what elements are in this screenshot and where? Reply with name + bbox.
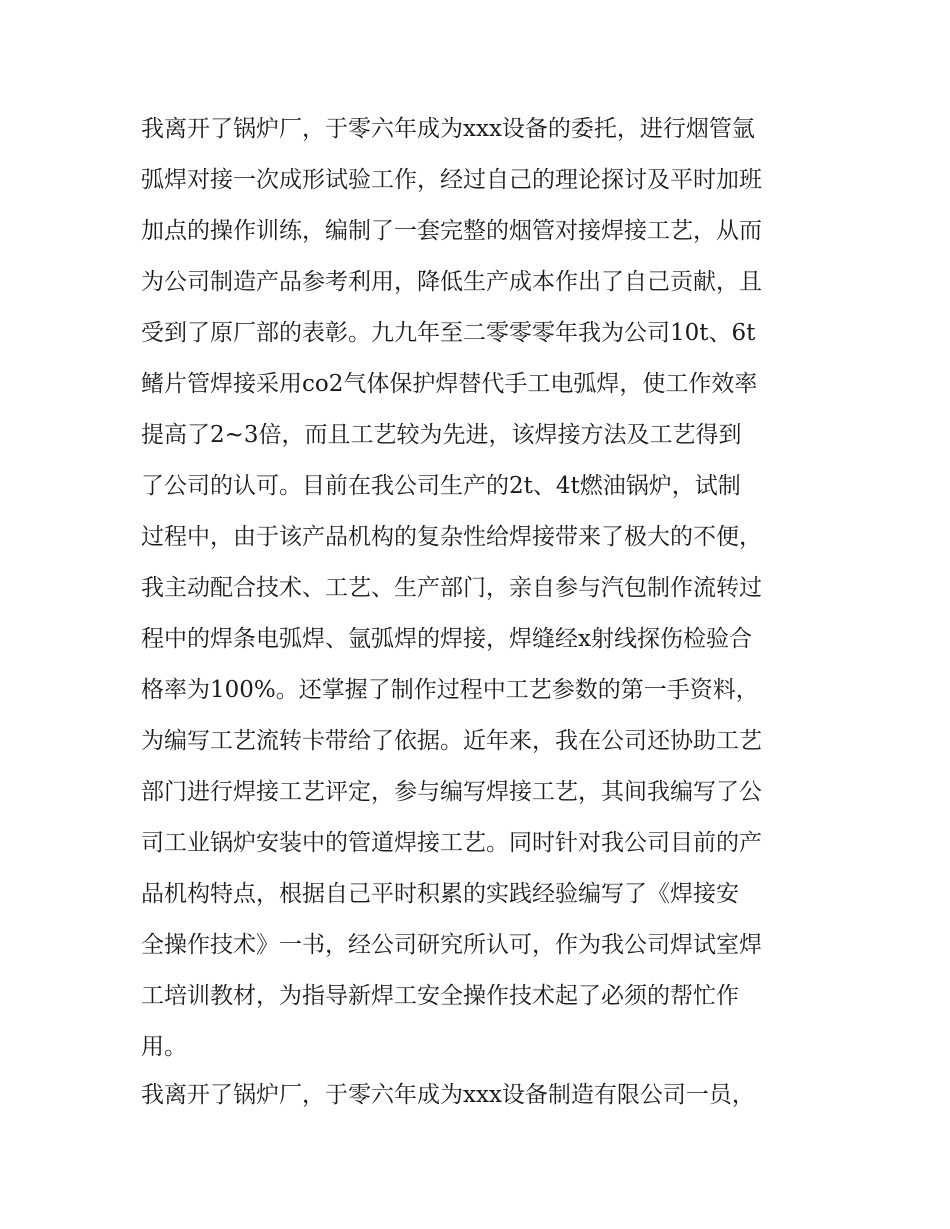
paragraph-line: 工培训教材，为指导新焊工安全操作技术起了必须的帮忙作 — [141, 983, 739, 1009]
paragraph-line: 为编写工艺流转卡带给了依据。近年来，我在公司还协助工艺 — [141, 728, 762, 754]
paragraph-line: 为公司制造产品参考利用，降低生产成本作出了自己贡献，且 — [141, 269, 762, 295]
paragraph-line: 程中的焊条电弧焊、氩弧焊的焊接，焊缝经x射线探伤检验合 — [141, 626, 752, 652]
paragraph-2 — [141, 1070, 831, 1121]
paragraph-line: 品机构特点，根据自己平时积累的实践经验编写了《焊接安 — [141, 881, 739, 907]
paragraph-line: 受到了原厂部的表彰。九九年至二零零零年我为公司10t、6t — [141, 320, 756, 346]
paragraph-line: 我主动配合技术、工艺、生产部门，亲自参与汽包制作流转过 — [141, 575, 762, 601]
paragraph-line: 弧焊对接一次成形试验工作，经过自己的理论探讨及平时加班 — [141, 167, 762, 193]
paragraph-line: 格率为100%。还掌握了制作过程中工艺参数的第一手资料， — [141, 677, 759, 703]
paragraph-line: 部门进行焊接工艺评定，参与编写焊接工艺，其间我编写了公 — [141, 779, 762, 805]
paragraph-line: 我离开了锅炉厂，于零六年成为xxx设备的委托，进行烟管氩 — [141, 116, 755, 142]
paragraph-1 — [141, 104, 831, 1073]
paragraph-line: 全操作技术》一书，经公司研究所认可，作为我公司焊试室焊 — [141, 932, 762, 958]
paragraph-line: 了公司的认可。目前在我公司生产的2t、4t燃油锅炉，试制 — [141, 473, 741, 499]
paragraph-line: 司工业锅炉安装中的管道焊接工艺。同时针对我公司目前的产 — [141, 830, 762, 856]
paragraph-line: 提高了2~3倍，而且工艺较为先进，该焊接方法及工艺得到 — [141, 422, 742, 448]
paragraph-line: 过程中，由于该产品机构的复杂性给焊接带来了极大的不便， — [141, 524, 762, 550]
paragraph-line: 鳍片管焊接采用co2气体保护焊替代手工电弧焊，使工作效率 — [141, 371, 758, 397]
paragraph-line: 我离开了锅炉厂，于零六年成为xxx设备制造有限公司一员， — [141, 1082, 755, 1108]
paragraph-line: 用。 — [141, 1034, 187, 1060]
paragraph-line: 加点的操作训练，编制了一套完整的烟管对接焊接工艺，从而 — [141, 218, 762, 244]
